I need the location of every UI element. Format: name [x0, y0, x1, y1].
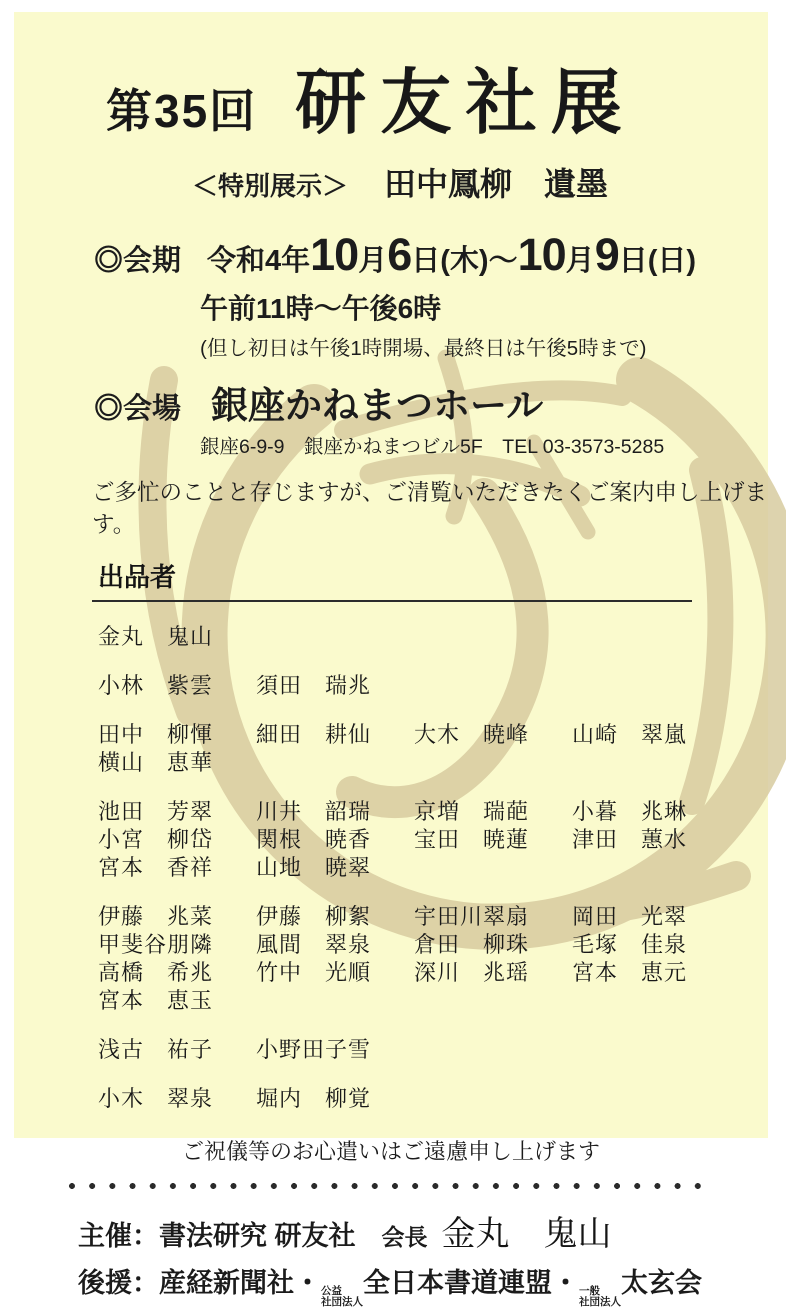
date-month-2: 10 [517, 229, 566, 280]
exhibitor-name: 小木 翠泉 [98, 1086, 214, 1111]
exhibitor-row [98, 903, 768, 931]
exhibitor-name: 堀内 柳覚 [256, 1086, 372, 1111]
exhibitor-name: 宝田 暁蓮 [414, 827, 530, 852]
gift-notice: ご祝儀等のお心遣いはご遠慮申し上げます [181, 1139, 600, 1164]
exhibitor-name: 伊藤 兆菜 [98, 904, 214, 929]
date-day-2: 9 [594, 229, 619, 280]
venue-label: ◎会場 [94, 393, 182, 425]
exhibitor-name: 宇田川翠扇 [414, 904, 530, 929]
org-type-general [579, 1286, 621, 1309]
org-type-general-top: 一般 [579, 1285, 600, 1297]
special-exhibit-name: 田中鳳柳 遺墨 [384, 166, 609, 202]
exhibitor-list [14, 623, 768, 1113]
exhibitor-row [98, 672, 768, 700]
exhibition-period [14, 205, 768, 281]
org-type-public-top: 公益 [321, 1285, 342, 1297]
exhibitor-group [98, 1085, 768, 1113]
exhibitor-row [98, 1036, 768, 1064]
page-title: 研友社展 [295, 64, 636, 143]
date-weekday-1: 日(木) [411, 245, 489, 277]
support-org-3: 太玄会 [621, 1268, 702, 1298]
exhibitor-row [98, 931, 768, 959]
exhibitor-name: 横山 恵華 [98, 750, 214, 775]
date-unit-2: 月 [565, 245, 595, 277]
footer [14, 1190, 768, 1307]
exhibitor-group [98, 672, 768, 700]
chairman-name: 金丸 鬼山 [441, 1216, 612, 1253]
exhibitor-name: 京増 瑞葩 [414, 799, 530, 824]
exhibitor-name: 川井 韶瑞 [256, 799, 372, 824]
dotted-divider [68, 1182, 714, 1190]
exhibitor-name: 宮本 恵玉 [98, 988, 214, 1013]
org-type-public-bottom: 社団法人 [321, 1296, 363, 1309]
exhibitor-name: 須田 瑞兆 [256, 673, 372, 698]
support-org-2: 全日本書道連盟・ [363, 1268, 579, 1298]
exhibitor-group [98, 1036, 768, 1064]
special-exhibit-label: ＜特別展示＞ [192, 171, 349, 201]
organizer-line [78, 1206, 768, 1255]
exhibitor-name: 山崎 翠嵐 [572, 722, 688, 747]
exhibitor-name: 大木 暁峰 [414, 722, 530, 747]
exhibitor-name: 岡田 光翠 [572, 904, 688, 929]
exhibitor-row [98, 623, 768, 651]
org-type-public [321, 1286, 363, 1309]
exhibitor-name: 宮本 香祥 [98, 855, 214, 880]
special-exhibit-line [14, 141, 768, 205]
chairman-label: 会長 [381, 1224, 428, 1250]
organizer-name: 書法研究 研友社 [159, 1221, 356, 1251]
exhibitor-name: 池田 芳翠 [98, 799, 214, 824]
exhibitor-group [98, 798, 768, 882]
exhibitor-name: 毛塚 佳泉 [572, 932, 688, 957]
venue-name: 銀座かねまつホール [211, 385, 544, 426]
exhibitor-row [98, 721, 768, 749]
exhibitor-name: 竹中 光順 [256, 960, 372, 985]
exhibitor-row [98, 987, 768, 1015]
exhibitor-name: 深川 兆瑶 [414, 960, 530, 985]
exhibitor-name: 小暮 兆琳 [572, 799, 688, 824]
period-label: ◎会期 [94, 245, 182, 277]
exhibitor-row [98, 798, 768, 826]
exhibitor-name: 宮本 恵元 [572, 960, 688, 985]
venue-address: 銀座6-9-9 銀座かねまつビル5F TEL 03-3573-5285 [200, 436, 665, 458]
org-type-general-bottom: 社団法人 [579, 1296, 621, 1309]
exhibitor-row [98, 854, 768, 882]
exhibitor-name: 山地 暁翠 [256, 855, 372, 880]
era-year: 令和4年 [207, 245, 311, 277]
exhibitor-name: 小野田子雪 [256, 1037, 372, 1062]
support-org-1: 産経新聞社・ [159, 1268, 321, 1298]
exhibitor-group [98, 721, 768, 777]
flyer [14, 12, 768, 1309]
exhibitor-name: 関根 暁香 [256, 827, 372, 852]
exhibitor-name: 田中 柳惲 [98, 722, 214, 747]
hours-note: (但し初日は午後1時開場、最終日は午後5時まで) [200, 337, 647, 360]
exhibitor-group [98, 623, 768, 651]
organizer-label: 主催： [78, 1221, 159, 1251]
greeting-text: ご多忙のことと存じますが、ご清覧いただきたくご案内申し上げます。 [92, 480, 768, 537]
exhibitor-name: 浅古 祐子 [98, 1037, 214, 1062]
exhibitor-name: 高橋 希兆 [98, 960, 214, 985]
exhibitor-name: 倉田 柳珠 [414, 932, 530, 957]
date-weekday-2: 日(日) [618, 245, 697, 277]
exhibitor-name: 風間 翠泉 [256, 932, 372, 957]
header [14, 12, 768, 141]
support-line [78, 1261, 768, 1307]
edition-number: 第35回 [106, 85, 258, 137]
date-day-1: 6 [387, 229, 412, 280]
exhibitor-name: 細田 耕仙 [256, 722, 372, 747]
heading-rule [92, 600, 692, 602]
exhibitor-name: 伊藤 柳絮 [256, 904, 372, 929]
exhibitor-name: 甲斐谷朋隣 [98, 932, 214, 957]
date-tilde: 〜 [488, 245, 518, 277]
exhibitor-name: 小林 紫雲 [98, 673, 214, 698]
exhibitor-group [98, 903, 768, 1015]
exhibitor-row [98, 959, 768, 987]
exhibitor-row [98, 749, 768, 777]
exhibitors-heading: 出品者 [98, 562, 177, 592]
support-label: 後援： [78, 1268, 159, 1298]
exhibitor-row [98, 1085, 768, 1113]
exhibitor-name: 小宮 柳岱 [98, 827, 214, 852]
exhibitor-name: 金丸 鬼山 [98, 624, 214, 649]
date-month-1: 10 [310, 229, 359, 280]
date-unit: 月 [358, 245, 388, 277]
opening-hours: 午前11時〜午後6時 [200, 293, 442, 324]
exhibitor-row [98, 826, 768, 854]
venue [14, 361, 768, 429]
exhibitor-name: 津田 蕙水 [572, 827, 688, 852]
